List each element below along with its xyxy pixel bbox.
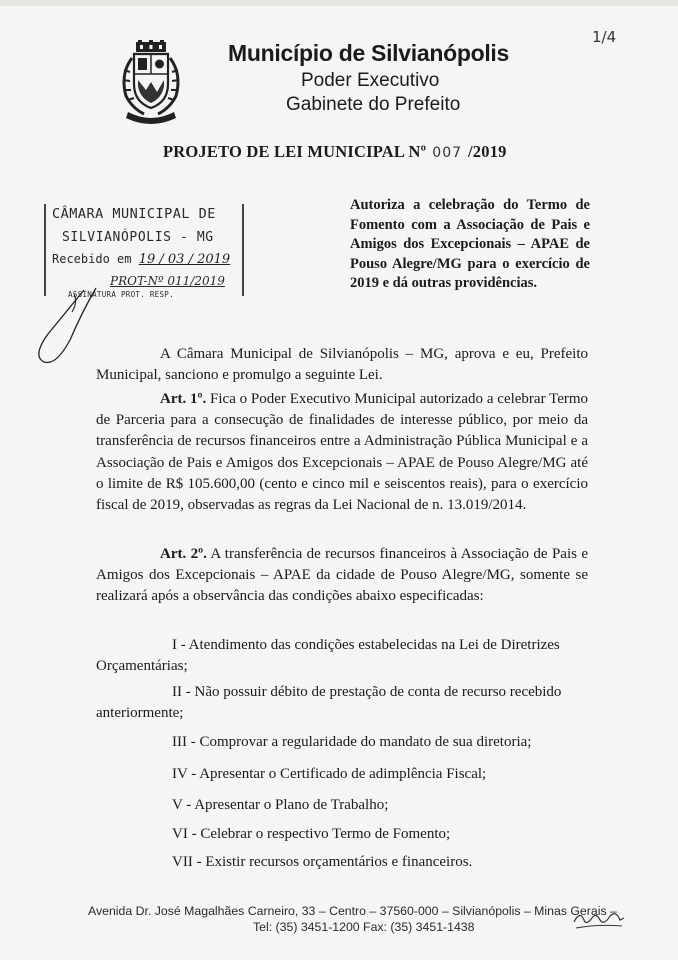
condition-item-text: III - Comprovar a regularidade do mandato de sua diretoria; [172, 734, 532, 750]
page-number: 1/4 [592, 28, 617, 46]
condition-item-text: VI - Celebrar o respectivo Termo de Fomento; [172, 826, 451, 842]
stamp-chamber-name: CÂMARA MUNICIPAL DE [52, 206, 216, 222]
enactment-text: A Câmara Municipal de Silvianópolis – MG, aprova e eu, Prefeito Municipal, sanciono e promulgo a seguinte Lei. [96, 346, 588, 384]
condition-item-text: I - Atendimento das condições estabelecidas na Lei de Diretrizes Orçamentárias; [96, 637, 560, 675]
article-2 [96, 544, 588, 608]
stamp-city-name: SILVIANÓPOLIS - MG [62, 230, 214, 245]
footer-phones: Tel: (35) 3451-1200 Fax: (35) 3451-1438 [253, 920, 475, 934]
bill-title-prefix: PROJETO DE LEI MUNICIPAL Nº [163, 142, 427, 161]
condition-item-text: V - Apresentar o Plano de Trabalho; [172, 797, 389, 813]
condition-item [96, 635, 588, 677]
stamp-received-date: 19 / 03 / 2019 [138, 252, 231, 267]
bill-number: 007 [432, 145, 463, 161]
stamp-protocol-number: PROT-Nº 011/2019 [110, 274, 225, 288]
branch-name: Poder Executivo [301, 70, 440, 91]
condition-item-text: II - Não possuir débito de prestação de conta de recurso recebido anteriormente; [96, 684, 562, 722]
bill-title [163, 142, 507, 162]
coat-of-arms-icon [118, 40, 184, 124]
article-2-text: A transferência de recursos financeiros à Associação de Pais e Amigos dos Excepcionais – APAE da cidade de Pouso Alegre/MG, somente se realizará após a observância das condições abaixo especificadas: [96, 546, 588, 605]
municipality-name: Município de Silvianópolis [228, 40, 510, 66]
scan-edge [0, 0, 678, 6]
stamp-received-label: Recebido em [52, 252, 132, 266]
condition-item-text: VII - Existir recursos orçamentários e financeiros. [172, 854, 473, 870]
stamp-footer-labels: ASSINATURA PROT. RESP. [68, 290, 174, 299]
enactment-clause [96, 344, 588, 386]
footer-address: Avenida Dr. José Magalhães Carneiro, 33 – Centro – 37560-000 – Silvianópolis – Minas Gerais – [88, 904, 617, 918]
condition-item [96, 764, 588, 785]
condition-item [96, 824, 588, 845]
office-name: Gabinete do Prefeito [286, 94, 461, 115]
article-2-label: Art. 2º. [160, 546, 207, 562]
bill-summary: Autoriza a celebração do Termo de Fomento com a Associação de Pais e Amigos dos Excepcionais – APAE de Pouso Alegre/MG para o exercício de 2019 e dá outras providências. [350, 197, 590, 292]
condition-item [96, 852, 588, 873]
condition-item [96, 795, 588, 816]
article-1-label: Art. 1º. [160, 391, 207, 407]
article-1-text: Fica o Poder Executivo Municipal autorizado a celebrar Termo de Parceria para a consecução de finalidades de interesse público, por meio da transferência de recursos financeiros entre a Administração Pública Municipal e a Associação de Pais e Amigos dos Excepcionais – APAE de Pouso Alegre/MG até o limite de R$ 105.600,00 (cento e cinco mil e seiscentos reais), para o exercício fiscal de 2019, observadas as regras da Lei Nacional de n. 13.019/2014. [96, 391, 589, 514]
condition-item [96, 682, 588, 724]
stamp-received-row [52, 252, 230, 267]
condition-item-text: IV - Apresentar o Certificado de adimplência Fiscal; [172, 766, 487, 782]
condition-item [96, 732, 588, 753]
article-1 [96, 389, 588, 516]
page-initials-signature [570, 906, 628, 932]
bill-year: /2019 [468, 142, 507, 161]
